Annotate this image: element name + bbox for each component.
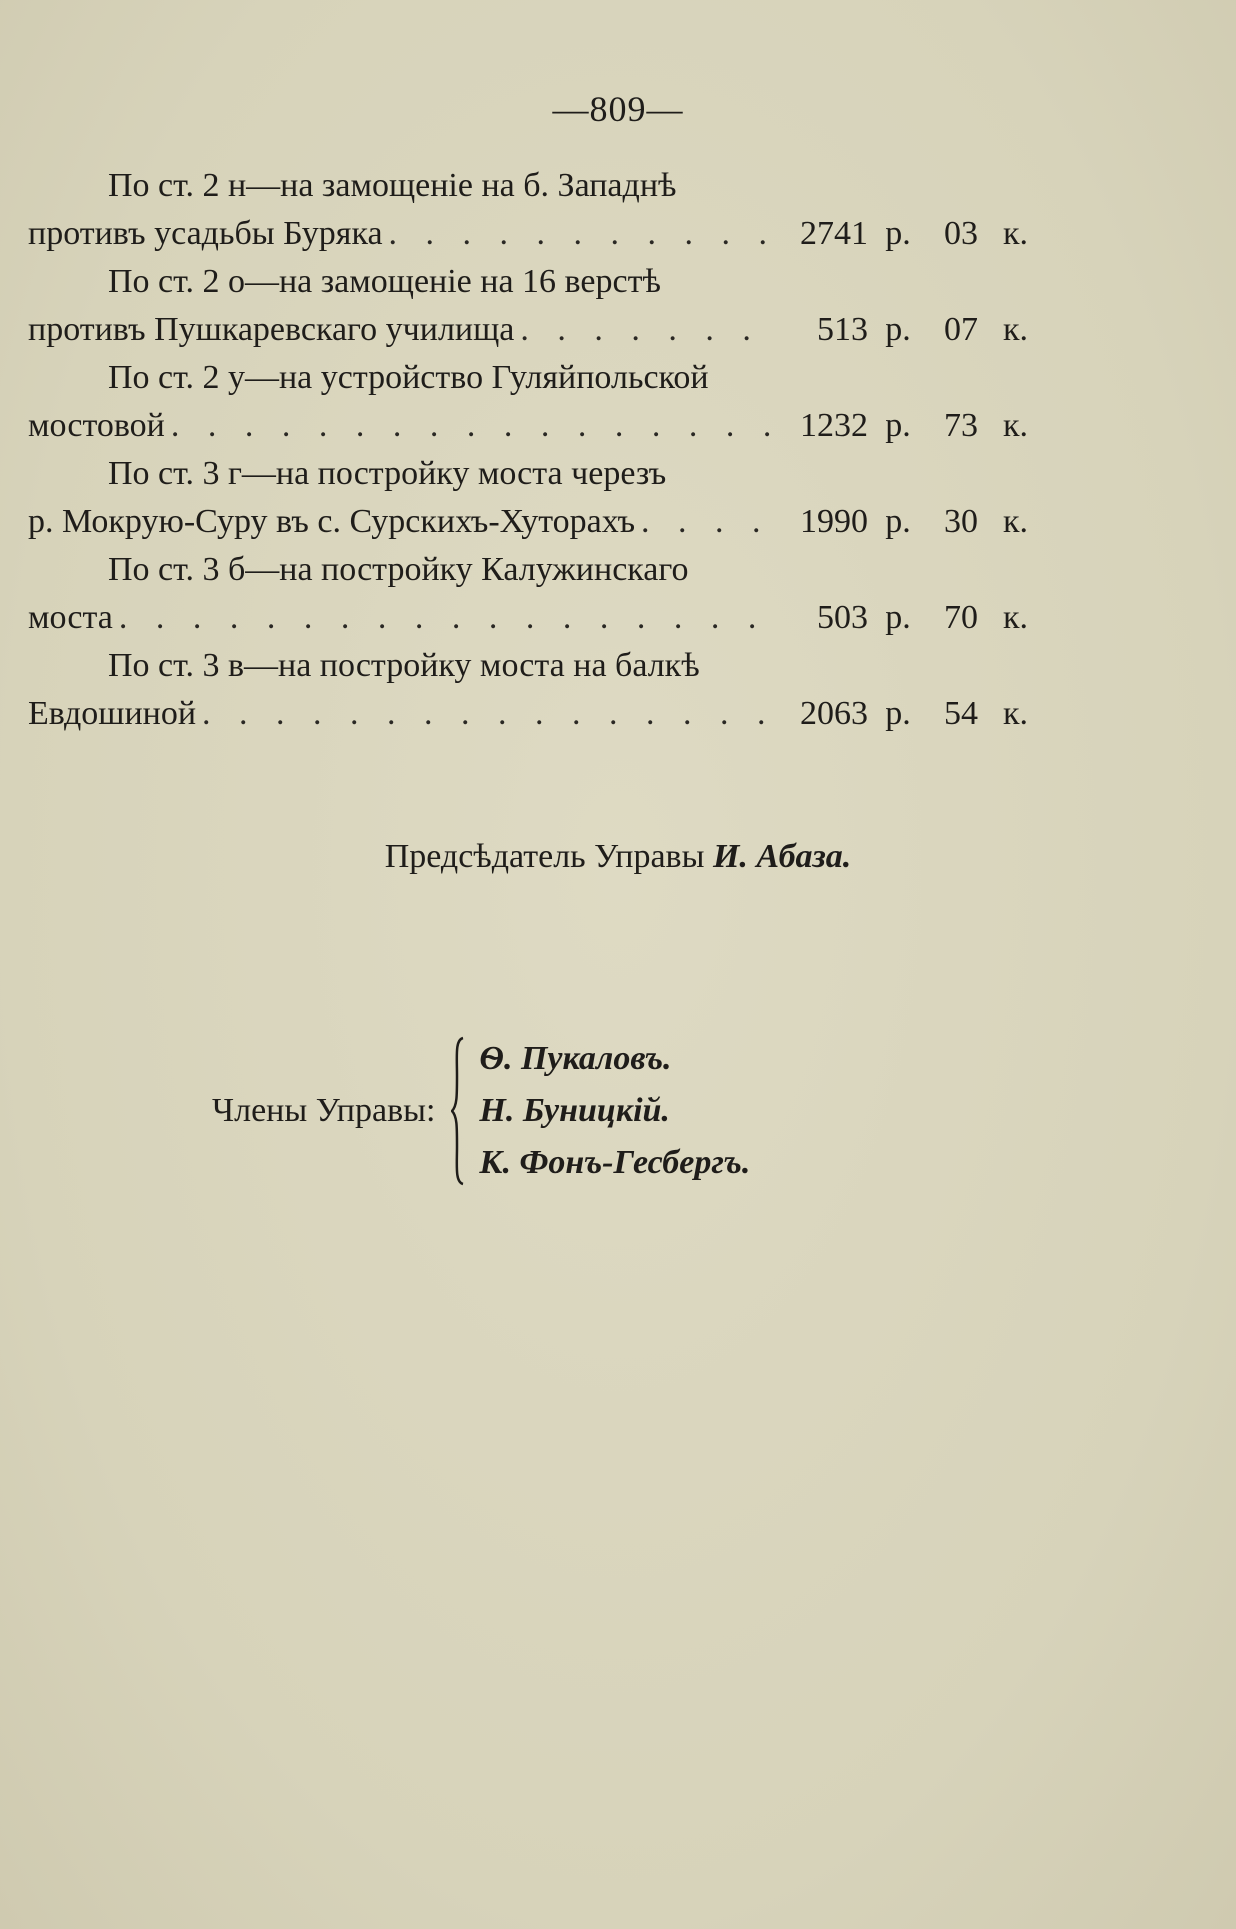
member-name: Ѳ. Пукаловъ. xyxy=(479,1040,672,1077)
ledger-entry xyxy=(28,162,1028,258)
entry-lead-text: Евдошиной xyxy=(28,695,197,732)
entry-amount-line xyxy=(28,306,1028,354)
entry-description: По ст. 2 у—на устройство Гуляйпольской xyxy=(108,359,709,396)
board-members-block xyxy=(212,1033,750,1189)
entry-rubles: 2741 xyxy=(800,215,868,252)
kopecks-unit: к. xyxy=(1002,599,1028,636)
entry-amount-line xyxy=(28,690,1028,738)
entry-kopecks: 30 xyxy=(944,503,978,540)
rubles-unit: р. xyxy=(885,599,911,636)
entry-kopecks: 73 xyxy=(944,407,978,444)
rubles-unit: р. xyxy=(885,311,911,348)
dot-leader xyxy=(641,498,770,546)
entry-lead-text: моста xyxy=(28,599,113,636)
dot-leader xyxy=(389,210,770,258)
entry-rubles: 513 xyxy=(817,311,868,348)
entry-lead-text: противъ Пушкаревскаго училища xyxy=(28,311,515,348)
entry-rubles: 1232 xyxy=(800,407,868,444)
members-label: Члены Управы: xyxy=(212,1092,436,1129)
chairman-title: Предсѣдатель Управы xyxy=(384,838,705,875)
member-name: Н. Буницкій. xyxy=(479,1092,670,1129)
kopecks-unit: к. xyxy=(1002,311,1028,348)
curly-brace-icon xyxy=(451,1036,465,1186)
rubles-unit: р. xyxy=(885,407,911,444)
page-number: —809— xyxy=(552,89,684,129)
ledger-entry xyxy=(28,450,1028,546)
kopecks-unit: к. xyxy=(1002,407,1028,444)
entry-lead-text: противъ усадьбы Буряка xyxy=(28,215,383,252)
entry-rubles: 1990 xyxy=(800,503,868,540)
chairman-name: И. Абаза. xyxy=(712,838,852,875)
entry-rubles: 2063 xyxy=(800,695,868,732)
dot-leader xyxy=(202,690,770,738)
entry-kopecks: 03 xyxy=(944,215,978,252)
rubles-unit: р. xyxy=(885,215,911,252)
entry-description: По ст. 3 г—на постройку моста черезъ xyxy=(108,455,667,492)
entry-amount-line xyxy=(28,402,1028,450)
kopecks-unit: к. xyxy=(1002,503,1028,540)
ledger-entry xyxy=(28,258,1028,354)
dot-leader xyxy=(520,306,770,354)
kopecks-unit: к. xyxy=(1002,215,1028,252)
dot-leader xyxy=(171,402,770,450)
member-name: К. Фонъ-Гесбергъ. xyxy=(479,1144,751,1181)
rubles-unit: р. xyxy=(885,503,911,540)
entry-description: По ст. 3 в—на постройку моста на балкѣ xyxy=(108,647,700,684)
entry-rubles: 503 xyxy=(817,599,868,636)
entry-description: По ст. 3 б—на постройку Калужинскаго xyxy=(108,551,689,588)
entry-description: По ст. 2 н—на замощеніе на б. Западнѣ xyxy=(108,167,677,204)
kopecks-unit: к. xyxy=(1002,695,1028,732)
rubles-unit: р. xyxy=(885,695,911,732)
expense-ledger xyxy=(28,162,1028,738)
entry-amount-line xyxy=(28,210,1028,258)
entry-kopecks: 70 xyxy=(944,599,978,636)
entry-lead-text: мостовой xyxy=(28,407,165,444)
ledger-entry xyxy=(28,546,1028,642)
ledger-entry xyxy=(28,642,1028,738)
chairman-signature xyxy=(0,838,1236,876)
entry-lead-text: р. Мокрую-Суру въ с. Сурскихъ-Хуторахъ xyxy=(28,503,636,540)
entry-kopecks: 54 xyxy=(944,695,978,732)
entry-kopecks: 07 xyxy=(944,311,978,348)
entry-amount-line xyxy=(28,498,1028,546)
ledger-entry xyxy=(28,354,1028,450)
entry-description: По ст. 2 о—на замощеніе на 16 верстѣ xyxy=(108,263,661,300)
entry-amount-line xyxy=(28,594,1028,642)
dot-leader xyxy=(119,594,770,642)
members-list xyxy=(479,1033,750,1189)
